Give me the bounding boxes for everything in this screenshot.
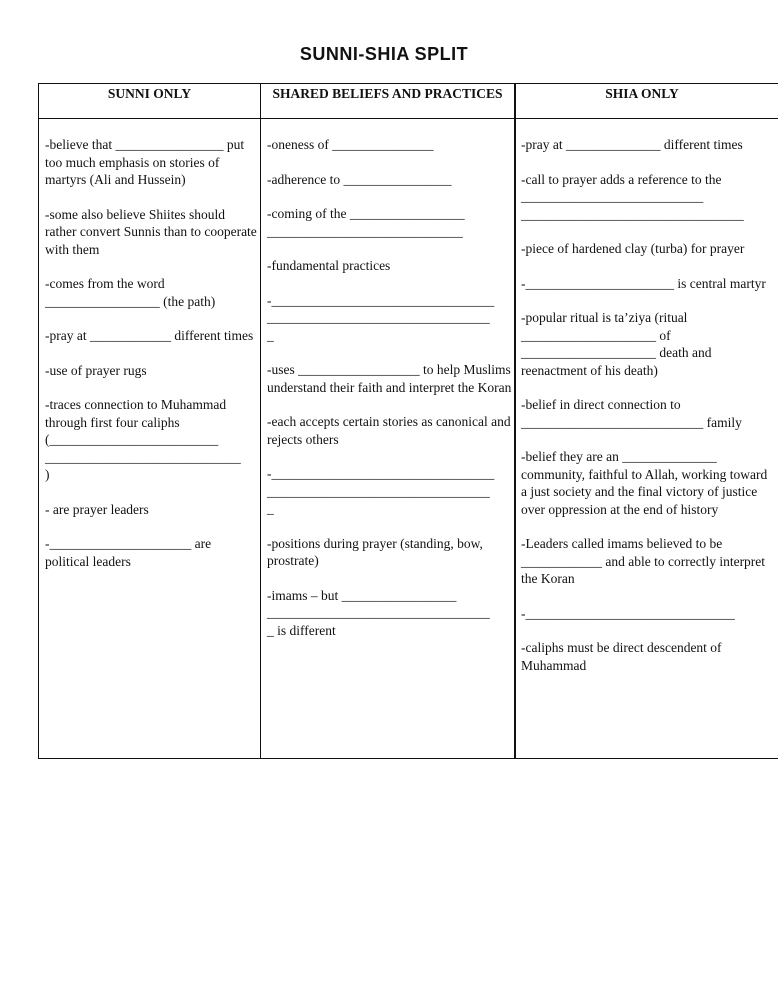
sunni-only-column (45, 136, 261, 570)
list-item: -caliphs must be direct descendent of Muhammad (521, 640, 725, 673)
list-item: -adherence to ________________ (267, 171, 452, 187)
list-item: -oneness of _______________ (267, 137, 434, 152)
list-item: -piece of hardened clay (turba) for prayer (521, 241, 745, 256)
list-item: -pray at ______________ different times (521, 137, 743, 152)
list-item: -_____________________ are political leaders (45, 536, 215, 569)
list-item: -believe that ________________ put too much emphasis on stories of martyrs (Ali and Hussein) (45, 137, 248, 187)
list-item: -coming of the _________________ _____________________________ (267, 206, 465, 239)
list-item: -popular ritual is ta’ziya (ritual ____________________ of ____________________ death and reenactment of his death) (521, 310, 715, 378)
header-shared-beliefs: SHARED BELIEFS AND PRACTICES (272, 86, 503, 101)
list-item: -_________________________________ _________________________________ _ (267, 466, 495, 516)
list-item: -uses __________________ to help Muslims understand their faith and interpret the Koran (267, 362, 515, 395)
list-item: -comes from the word _________________ (the path) (45, 276, 216, 309)
list-item: -pray at ____________ different times (45, 328, 254, 343)
list-item: -Leaders called imams believed to be ____________ and able to correctly interpret the Koran (521, 536, 769, 586)
list-item: -fundamental practices (267, 258, 391, 273)
list-item: -______________________ is central martyr (521, 275, 766, 291)
list-item: -belief they are an ______________ community, faithful to Allah, working toward a just society and the final victory of justice over oppression at the end of history (521, 449, 771, 517)
column-divider-2 (514, 83, 516, 759)
list-item: - are prayer leaders (45, 501, 149, 517)
list-item: -_________________________________ _________________________________ _ (267, 292, 495, 343)
list-item: -each accepts certain stories as canonical and rejects others (267, 414, 514, 447)
header-divider (38, 118, 778, 119)
shared-beliefs-column (267, 136, 515, 639)
list-item: -traces connection to Muhammad through first four caliphs (_________________________ _____________________________ ) (45, 397, 241, 482)
list-item: -belief in direct connection to ___________________________ family (521, 397, 742, 430)
list-item: -some also believe Shiites should rather convert Sunnis than to cooperate with them (45, 206, 261, 257)
list-item: -call to prayer adds a reference to the ___________________________ _________________________________ (521, 171, 744, 222)
header-shia-only: SHIA ONLY (605, 86, 679, 101)
shia-only-column (521, 136, 771, 674)
list-item: -_______________________________ (521, 605, 735, 621)
column-divider-1 (260, 83, 261, 759)
page-title: SUNNI-SHIA SPLIT (299, 44, 469, 64)
list-item: -imams – but _________________ _________________________________ _ is different (267, 587, 490, 638)
header-sunni-only: SUNNI ONLY (107, 86, 192, 101)
list-item: -use of prayer rugs (45, 362, 147, 378)
list-item: -positions during prayer (standing, bow, prostrate) (267, 535, 487, 568)
